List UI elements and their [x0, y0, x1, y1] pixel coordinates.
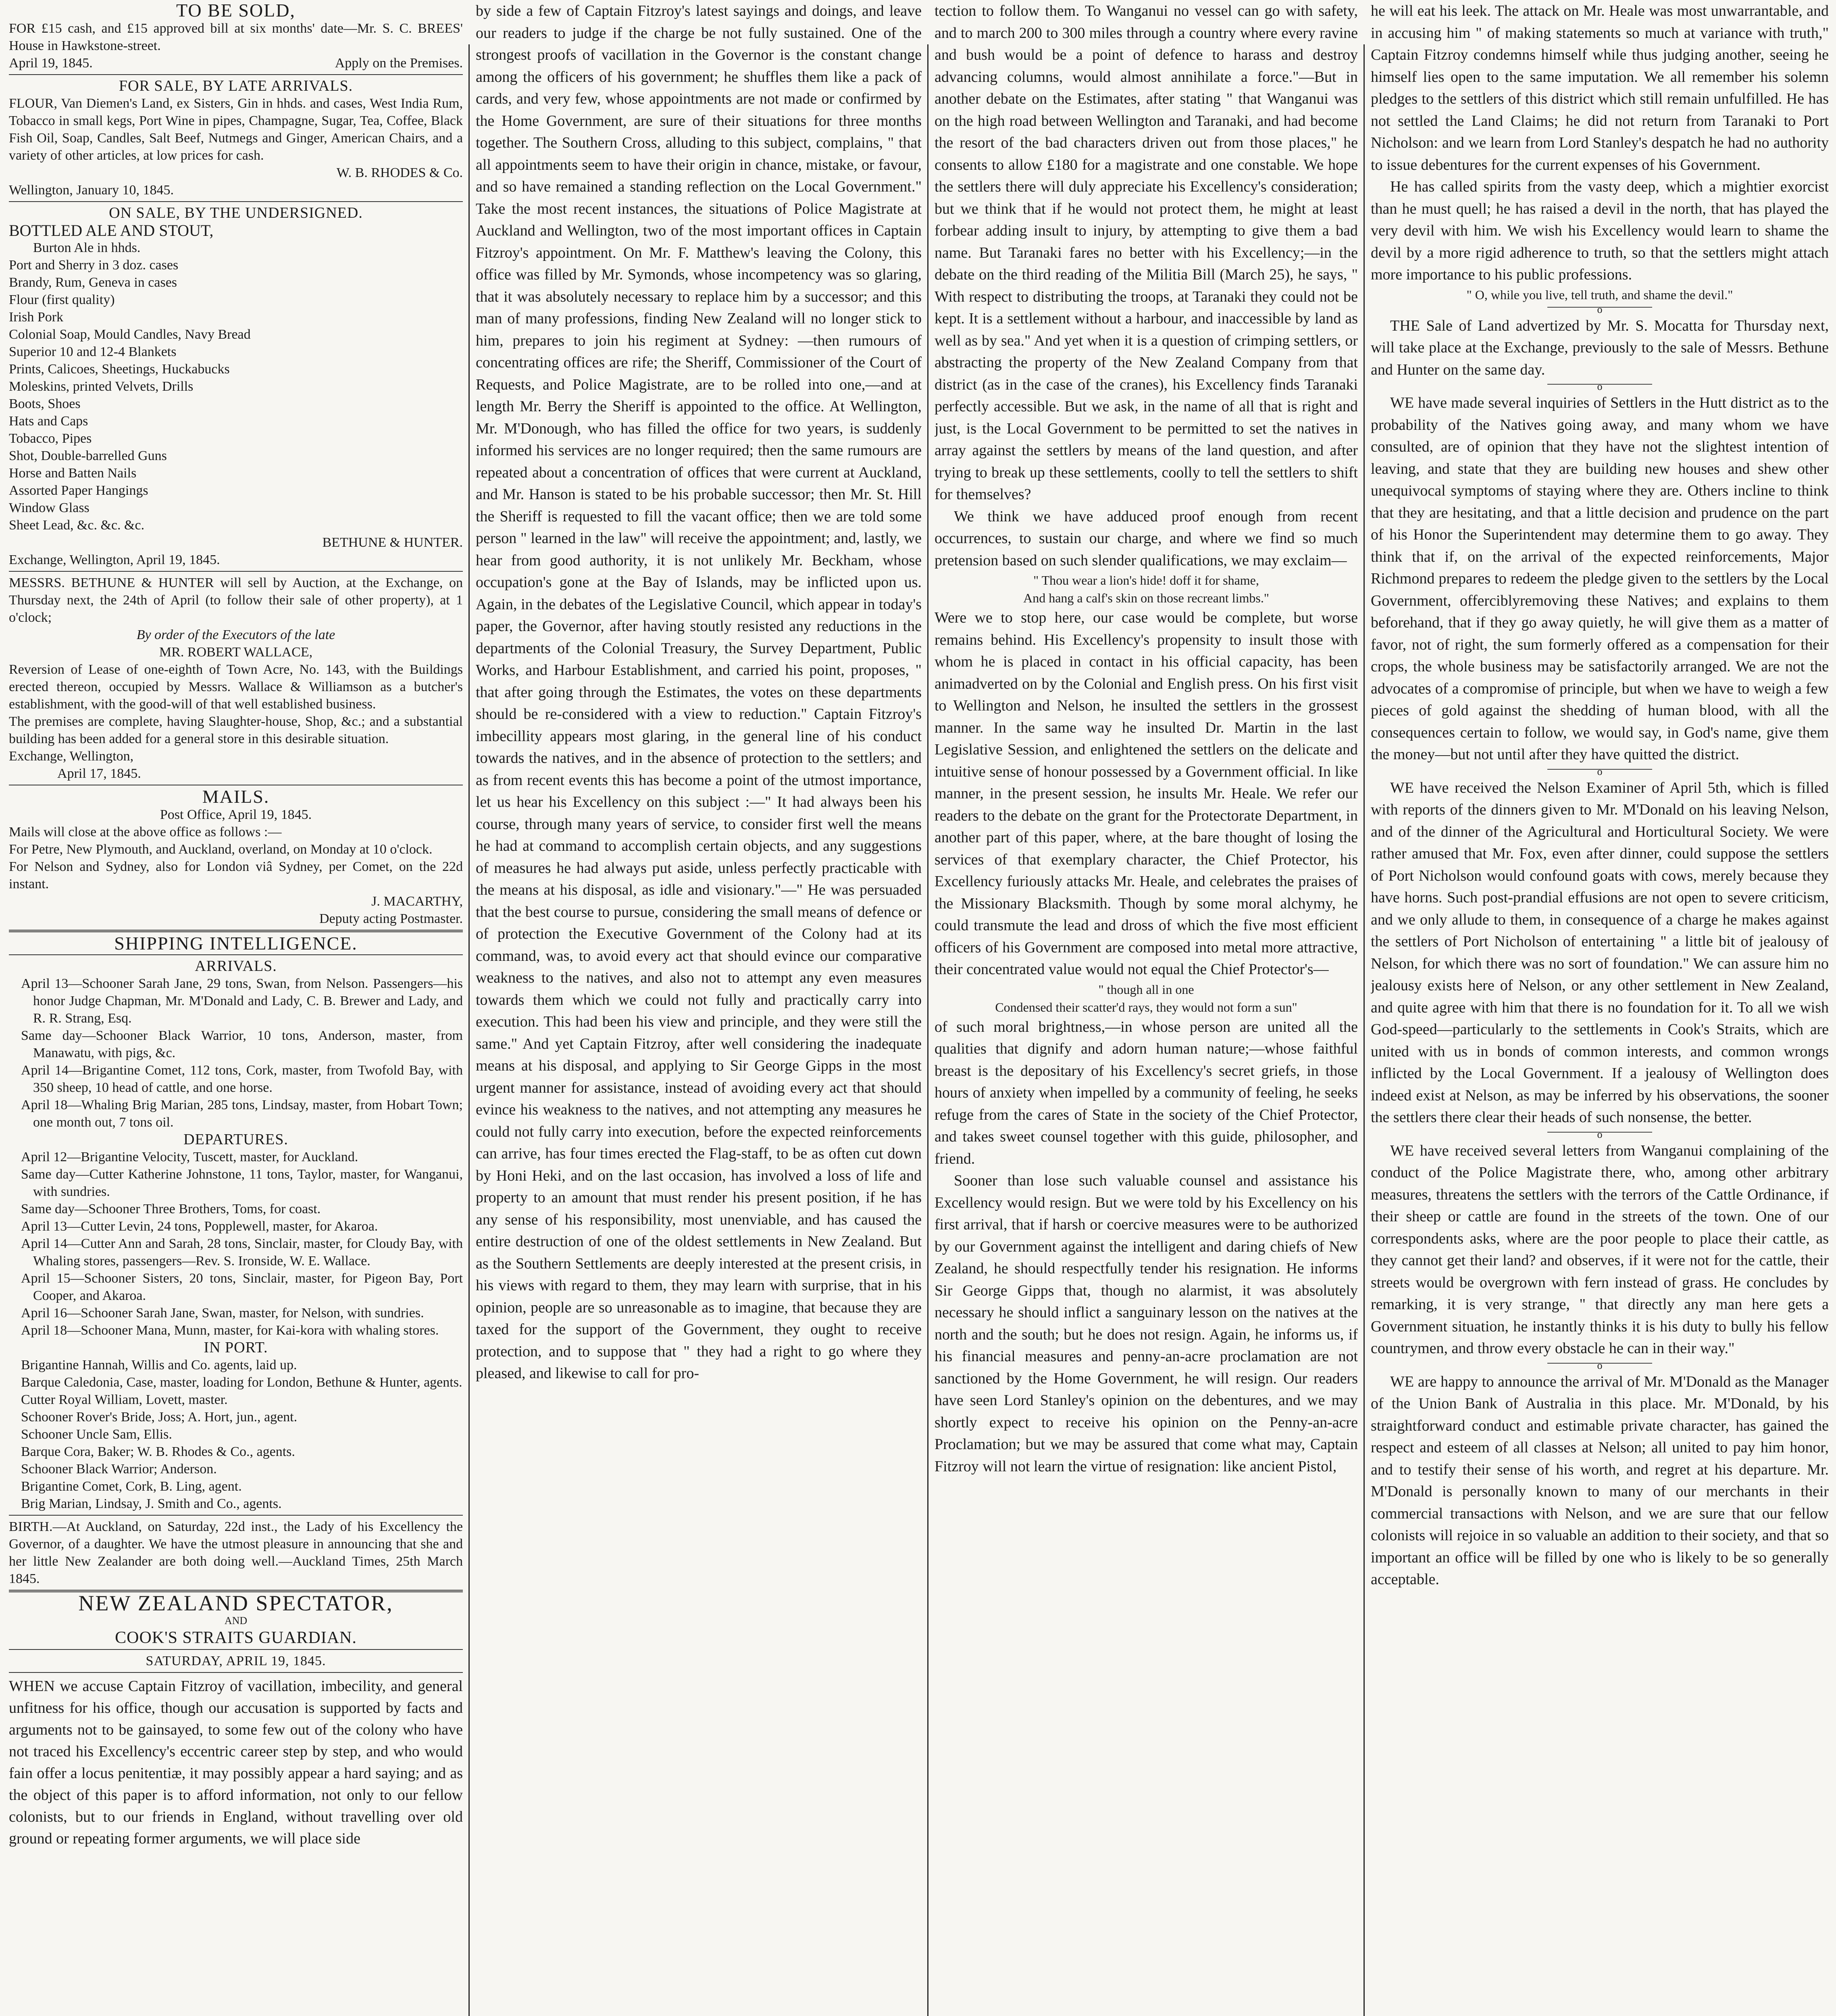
inport-entry: Brigantine Comet, Cork, B. Ling, agent.	[21, 1479, 242, 1494]
quote-line: Condensed their scatter'd rays, they would not form a sun"	[995, 1000, 1297, 1014]
quote-line: And hang a calf's skin on those recreant limbs."	[1023, 591, 1269, 605]
masthead-subtitle: COOK'S STRAITS GUARDIAN.	[115, 1629, 357, 1647]
inport-entry: Barque Cora, Baker; W. B. Rhodes & Co., agents.	[21, 1444, 295, 1459]
column-rule	[468, 44, 470, 2016]
separator: o	[1547, 384, 1652, 389]
sale-signature: W. B. RHODES & Co.	[336, 165, 463, 180]
masthead-and: AND	[224, 1615, 248, 1627]
list-item: Flour (first quality)	[9, 292, 115, 307]
departure-entry: April 13—Cutter Levin, 24 tons, Popplewell, master, for Akaroa.	[21, 1219, 378, 1234]
sale-text: FLOUR, Van Diemen's Land, ex Sisters, Gin in hhds. and cases, West India Rum, Tobacco in small kegs, Port Wine in pipes, Champagne, Sugar, Tea, Coffee, Black Fish Oil, Soap, Candles, Salt Beef, Nutmegs and Ginger, American Chairs, and a variety of other articles, at low prices for cash.	[9, 96, 463, 163]
editorial-paragraph: Were we to stop here, our case would be complete, but worse remains behind. His Excellency's propensity to insult those with whom he is placed in contact in his official capacity, has been animadverted on by the Colonial and English press. On his first visit to Wellington and Nelson, he insulted the settlers in the grossest manner. In the same way he insulted Dr. Martin in the last Legislative Session, and enlightened the settlers on the delicate and intuitive sense of honour possessed by a Government official. In like manner, in the present session, he insults Mr. Heale. We refer our readers to the debate on the grant for the Protectorate Department, in another part of this paper, where, at the bare thought of losing the services of that exemplary character, the Chief Protector, his Excellency furiously attacks Mr. Heale, and celebrates the praises of the Missionary Blacksmith. Though by some moral alchymy, he could transmute the lead and dross of which the five most efficient officers of his Government are composed into metal more attractive, their concentrated value would not equal the Chief Protector's—	[935, 609, 1358, 978]
departure-entry: Same day—Cutter Katherine Johnstone, 11 tons, Taylor, master, for Wanganui, with sundries.	[21, 1167, 463, 1199]
notice-hutt-paragraph: WE have made several inquiries of Settlers in the Hutt district as to the probability of the Natives going away, and many whom we have consulted, are of opinion that they have not the slightest intention of leaving, and state that they are building new houses and shew other unequivocal symptoms of staying where they are. Others incline to think that they are hesitating, and that a little decision and prudence on the part of his Honor the Superintendent may determine them to go away. They think that if, on the arrival of the expected reinforcements, Major Richmond prepares to redeem the pledge given to the settlers by the Local Government, offerciblyremoving these Natives; and explains to them beforehand, that if they go away quietly, he will give them as a matter of favor, not of right, the sum formerly offered as a compensation for their crops, the whole business may be satisfactorily arranged. We are not the advocates of a compromise of principle, but when we have to weigh a few pieces of gold against the shedding of human blood, with all the consequences certain to follow, we would say, in God's name, give them the money—but not until after they have quitted the district.	[1371, 394, 1829, 763]
mails-signature: J. MACARTHY,	[371, 894, 463, 909]
mails-text: Mails will close at the above office as follows :—	[9, 825, 282, 839]
onsale-first: BOTTLED ALE AND STOUT,	[9, 221, 214, 240]
column-rule	[927, 44, 928, 2016]
auction-text: MESSRS. BETHUNE & HUNTER will sell by Auction, at the Exchange, on Thursday next, the 24th of April (to follow their sale of other property), at 1 o'clock;	[9, 575, 463, 625]
column-editorial-2	[476, 0, 922, 2016]
column-editorial-4	[1371, 0, 1829, 2016]
auction-description-2: The premises are complete, having Slaughter-house, Shop, &c.; and a substantial building has been added for a general store in this desirable situation.	[9, 714, 463, 746]
list-item: Sheet Lead, &c. &c. &c.	[9, 518, 145, 533]
list-item: Window Glass	[9, 500, 90, 515]
arrival-entry: April 14—Brigantine Comet, 112 tons, Cork, master, from Twofold Bay, with 350 sheep, 10 head of cattle, and one horse.	[21, 1063, 463, 1095]
tobesold-footer	[9, 54, 463, 72]
mails-text: For Nelson and Sydney, also for London viâ Sydney, per Comet, on the 22d instant.	[9, 859, 463, 891]
auction-name: MR. ROBERT WALLACE,	[159, 645, 313, 660]
departure-entry: April 12—Brigantine Velocity, Tuscett, master, for Auckland.	[21, 1150, 358, 1164]
onsale-list	[9, 239, 463, 534]
separator: o	[1547, 769, 1652, 774]
list-item: Horse and Batten Nails	[9, 466, 137, 481]
list-item: Hats and Caps	[9, 414, 88, 429]
onsale-signature: BETHUNE & HUNTER.	[322, 535, 463, 550]
sale-heading: FOR SALE, BY LATE ARRIVALS.	[119, 77, 353, 94]
departure-entry: Same day—Schooner Three Brothers, Toms, for coast.	[21, 1202, 321, 1216]
inport-entry: Schooner Uncle Sam, Ellis.	[21, 1427, 172, 1442]
separator: o	[1547, 1132, 1652, 1137]
list-item: Port and Sherry in 3 doz. cases	[9, 258, 179, 273]
notice-nelson-paragraph: WE have received the Nelson Examiner of April 5th, which is filled with reports of the dinners given to Mr. M'Donald on his leaving Nelson, and of the dinner of the Agricultural and Horticultural Society. We were rather amused that Mr. Fox, even after dinner, could suppose the settlers of Port Nicholson would confound goats with cows, merely because they have horns. Such post-prandial effusions are not open to severe criticism, and we only allude to them, in consequence of a charge he makes against the settlers of Port Nicholson of entertaining " a little bit of jealousy of Nelson, for which there was no sort of foundation." We can assure him no jealousy exists here of Nelson, or any other settlement in New Zealand, and quite agree with him that there is no foundation for it. To all we wish God-speed—particularly to the settlements in Cook's Straits, which are united with us in bonds of common interests, and common wrongs inflicted by the Local Government. If a jealousy of Wellington does indeed exist at Nelson, as may be inferred by his observations, the sooner the settlers there clear their heads of such nonsense, the better.	[1371, 779, 1829, 1126]
list-item: Superior 10 and 12-4 Blankets	[9, 344, 177, 359]
masthead-title: NEW ZEALAND SPECTATOR,	[78, 1591, 393, 1615]
mails-role: Deputy acting Postmaster.	[319, 911, 463, 926]
editorial-paragraph: Sooner than lose such valuable counsel and assistance his Excellency would resign. But we were told by his Excellency on his first arrival, that if harsh or coercive measures were to be authorized by our Government against the intelligent and daring chiefs of New Zealand, he should respectfully tender his resignation. He informs Sir George Gipps that, though no alarmist, it was absolutely necessary he should inflict a sanguinary lesson on the natives at the north and the south; but he does not resign. Again, he informs us, if his financial measures and penny-an-acre proclamation are not sanctioned by the Home Government, he will resign. Our readers have seen Lord Stanley's opinion on the debentures, and we may shortly expect to receive his opinion on the Penny-an-acre Proclamation; but we may be assured that come what may, Captain Fitzroy will not learn the virtue of resignation: like ancient Pistol,	[935, 1172, 1358, 1475]
divider	[9, 74, 463, 75]
editorial-paragraph: tection to follow them. To Wanganui no vessel can go with safety, and to march 200 to 300 miles through a country where every ravine and bush would be a point of defence to harass and destroy advancing columns, would almost annihilate a force."—But in another debate on the Estimates, after stating " that Wanganui was on the high road between Wellington and Taranaki, and had become the resort of the bad characters driven out from those places," he consents to allow £180 for a magistrate and one constable. We hope the settlers there will duly appreciate his Excellency's consideration; but we think that if he would not protect them, he might at least forbear adding insult to injury, by attempting to give them a bad name. But Taranaki fares no better with his Excellency;—in the debate on the third reading of the Militia Bill (March 25), he says, " With respect to distributing the troops, at Taranaki they could not be kept. It is a settlement without a harbour, and inaccessible by land as well as by sea." And yet when it is a question of crimping settlers, or abstracting the property of the New Zealand Company from that district (as in the case of the cranes), his Excellency finds Taranaki perfectly accessible. But we ask, in the name of all that is right and just, is the Local Government to be permitted to set the natives in array against the settlers by means of the land question, and after trying to break up these settlements, coolly to tell the settlers to shift for themselves?	[935, 2, 1358, 503]
departure-entry: April 14—Cutter Ann and Sarah, 28 tons, Sinclair, master, for Cloudy Bay, with Whaling stores, passengers—Rev. S. Ironside, W. E. Wallace.	[21, 1236, 463, 1268]
list-item: Irish Pork	[9, 310, 64, 325]
notice-wanganui-paragraph: WE have received several letters from Wanganui complaining of the conduct of the Police Magistrate there, who, among other arbitrary measures, threatens the settlers with the terrors of the Cattle Ordinance, if their sheep or cattle are found in the streets of the town. One of our correspondents asks, where are the poor people to place their cattle, as they cannot get their land? and observes, if it were not for the cattle, their streets would be overgrown with fern instead of grass. He concludes by remarking, it is very strange, " that directly any man here gets a Government situation, he instantly thinks it is his duty to bully his fellow countrymen, and throw every obstacle he can in their way."	[1371, 1142, 1829, 1357]
divider	[9, 930, 463, 932]
tobesold-heading: TO BE SOLD,	[176, 0, 296, 21]
divider	[9, 1672, 463, 1673]
editorial-paragraph: We think we have adduced proof enough from recent occurrences, to sustain our charge, and where we find so much pretension based on such slender qualifications, we may exclaim—	[935, 508, 1358, 569]
separator: o	[1547, 1363, 1652, 1368]
divider	[9, 201, 463, 202]
departures-heading: DEPARTURES.	[183, 1131, 288, 1148]
tobesold-apply: Apply on the Premises.	[335, 56, 463, 71]
list-item: Prints, Calicoes, Sheetings, Huckabucks	[9, 362, 230, 377]
column-advertisements	[9, 0, 463, 2016]
list-item: Boots, Shoes	[9, 396, 81, 411]
mails-post-office: Post Office, April 19, 1845.	[160, 807, 312, 822]
inport-entry: Cutter Royal William, Lovett, master.	[21, 1392, 228, 1407]
divider	[9, 1515, 463, 1516]
column-editorial-3	[935, 0, 1358, 2016]
list-item: Burton Ale in hhds.	[33, 240, 141, 255]
list-item: Brandy, Rum, Geneva in cases	[9, 275, 177, 290]
separator: o	[1547, 307, 1652, 312]
tobesold-text: FOR £15 cash, and £15 approved bill at six months' date—Mr. S. C. BREES' House in Hawkstone-street.	[9, 21, 463, 53]
editorial-paragraph: WHEN we accuse Captain Fitzroy of vacillation, imbecility, and general unfitness for his office, though our accusation is supported by facts and arguments not to be gainsayed, to some few out of the colony who have not traced his Excellency's eccentric career step by step, and who would fain offer a locus penitentiæ, it may possibly appear a hard saying; and as the object of this paper is to afford information, not only to our fellow colonists, but to our friends in England, without travelling over old ground or repeating former arguments, we will place side	[9, 1678, 463, 1847]
column-rule	[1363, 44, 1365, 2016]
departure-entry: April 16—Schooner Sarah Jane, Swan, master, for Nelson, with sundries.	[21, 1306, 424, 1320]
auction-place: Exchange, Wellington,	[9, 749, 134, 764]
mails-heading: MAILS.	[202, 786, 270, 807]
birth-notice: BIRTH.—At Auckland, on Saturday, 22d inst., the Lady of his Excellency the Governor, of a daughter. We have the utmost pleasure in announcing that she and her little New Zealander are both doing well.—Auckland Times, 25th March 1845.	[9, 1519, 463, 1586]
editorial-paragraph: he will eat his leek. The attack on Mr. Heale was most unwarrantable, and in accusing him " of making statements so much at variance with truth," Captain Fitzroy condemns himself while thus judging another, seeing he himself lies open to the same imputation. We all remember his solemn pledges to the settlers of this district which still remain unfulfilled. He has not settled the Land Claims; he did not return from Taranaki to Port Nicholson: and we learn from Lord Stanley's despatch he had no authority to issue debentures for the current expenses of his Government.	[1371, 2, 1829, 173]
list-item: Tobacco, Pipes	[9, 431, 92, 446]
auction-date: April 17, 1845.	[57, 766, 141, 781]
tobesold-date: April 19, 1845.	[9, 56, 93, 71]
sale-date: Wellington, January 10, 1845.	[9, 183, 174, 198]
mails-text: For Petre, New Plymouth, and Auckland, overland, on Monday at 10 o'clock.	[9, 842, 433, 857]
inport-entry: Schooner Black Warrior; Anderson.	[21, 1462, 217, 1477]
quote-line: " Thou wear a lion's hide! doff it for shame,	[1033, 573, 1259, 587]
quote-line: " though all in one	[1098, 982, 1194, 997]
divider	[9, 1649, 463, 1650]
inport-heading: IN PORT.	[204, 1339, 268, 1356]
notice-bank-paragraph: WE are happy to announce the arrival of Mr. M'Donald as the Manager of the Union Bank of Australia in this place. Mr. M'Donald, by his straightforward conduct and estimable private character, has gained the respect and esteem of all classes at Nelson; all united to pay him honor, and to testify their sense of his worth, and regret at his departure. Mr. M'Donald is personally known to many of our merchants in their commercial transactions with Nelson, and we are sure that our fellow colonists will rejoice in so valuable an addition to their society, and that so important an office will be filled by one who is likely to be so generally acceptable.	[1371, 1373, 1829, 1588]
divider	[9, 954, 463, 955]
list-item: Assorted Paper Hangings	[9, 483, 148, 498]
shipping-heading: SHIPPING INTELLIGENCE.	[114, 933, 358, 954]
masthead-date: SATURDAY, APRIL 19, 1845.	[146, 1654, 326, 1668]
auction-description: Reversion of Lease of one-eighth of Town Acre, No. 143, with the Buildings erected thereon, occupied by Messrs. Wallace & Williamson as a butcher's establishment, with the good-will of that well established business.	[9, 662, 463, 712]
divider	[9, 571, 463, 572]
auction-order: By order of the Executors of the late	[136, 627, 335, 642]
departure-entry: April 18—Schooner Mana, Munn, master, for Kai-kora with whaling stores.	[21, 1323, 439, 1338]
arrivals-heading: ARRIVALS.	[195, 958, 277, 975]
quote-line: " O, while you live, tell truth, and shame the devil."	[1466, 287, 1733, 302]
arrival-entry: April 18—Whaling Brig Marian, 285 tons, Lindsay, master, from Hobart Town; one month out, 7 tons oil.	[21, 1098, 463, 1130]
list-item: Moleskins, printed Velvets, Drills	[9, 379, 194, 394]
notice-sale-paragraph: THE Sale of Land advertized by Mr. S. Mocatta for Thursday next, will take place at the Exchange, previously to the sale of Messrs. Bethune and Hunter on the same day.	[1371, 317, 1829, 378]
editorial-paragraph: He has called spirits from the vasty deep, which a mightier exorcist than he must quell; he has raised a devil in the north, that has played the very devil with him. We wish his Excellency would learn to shame the devil by a more rigid adherence to truth, so that the settlers might attach more importance to his public professions.	[1371, 178, 1829, 283]
onsale-date: Exchange, Wellington, April 19, 1845.	[9, 552, 220, 567]
inport-entry: Barque Caledonia, Case, master, loading for London, Bethune & Hunter, agents.	[21, 1375, 462, 1390]
editorial-paragraph: by side a few of Captain Fitzroy's latest sayings and doings, and leave our readers to judge if the charge be not fully sustained. One of the strongest proofs of vacillation in the Governor is the constant change among the officers of his government; he shuffles them like a pack of cards, and very few, whose appointments are not made or confirmed by the Home Government, are sure of their situations for three months together. The Southern Cross, alluding to this subject, complains, " that all appointments seem to have their origin in chance, mistake, or favour, and so have remained a standing reflection on the Local Government." Take the most recent instances, the situations of Police Magistrate at Auckland and Wellington, two of the most important offices in Captain Fitzroy's appointment. On Mr. F. Matthew's leaving the Colony, this office was filled by Mr. Symonds, whose incompetency was so glaring, that it was absolutely necessary to replace him by a successor; and this man of many professions, finding New Zealand will no longer stick to him, prepares to join his regiment at Sydney: —then rumours of concentrating offices are rife; the Sheriff, Commissioner of the Court of Requests, and Police Magistrate, are to be rolled into one,—and at length Mr. Berry the Sheriff is appointed to the office. At Wellington, Mr. M'Donough, who has filled the office for two years, is suddenly informed his services are no longer required; then the same rumours are repeated about a concentration of offices that were current at Auckland, and Mr. Hanson is stated to be his probable successor; then Mr. St. Hill the Sheriff is requested to fill the vacant office; then we are told some person " learned in the law" will receive the appointment; and, lastly, we hear from good authority, it is not unlikely Mr. Beckham, whose occupation's gone at the Bay of Islands, may be inflicted upon us. Again, in the debates of the Legislative Council, which appear in today's paper, the Governor, after having stoutly resisted any reductions in the departments of the Colonial Treasury, the Survey Department, Public Works, and Harbour Establishment, and carried his point, proposes, " that after going through the Estimates, the votes on these departments should be re-considered with a view to reduction." Captain Fitzroy's imbecillity appears most glaring, in the general line of his conduct towards the natives, and in the absence of protection to the settlers; and as from recent events this has become a point of the utmost importance, let us hear his Excellency on this subject :—" It had always been his course, through many years of service, to consider first well the means he had at command to accomplish certain objects, and any suggestions of measures he had always put aside, unless perfectly practicable with the means at his disposal, as idle and visionary."—" He was persuaded that the best course to pursue, considering the small means of defence or of protection the Executive Government of the Colony had at its command, was, to avoid every act that should evince our comparative weakness to the natives, and also not to attempt any even measures towards them which we could not fully and practically carry into execution. This had been his view and principle, and they were still the same." And yet Captain Fitzroy, after well considering the inadequate means at his disposal, and applying to Sir George Gipps in the most urgent manner for assistance, instead of avoiding every act that should evince his weakness to the natives, and not attempting any measures he could not fully carry into execution, before the expected reinforcements can arrive, has four times erected the Flag-staff, to be as often cut down by Honi Heki, and on the last occasion, has involved a loss of life and property to an amount that must render his present position, if he has any sense of his responsibility, most unenviable, and has caused the entire destruction of one of the oldest settlements in New Zealand. But as the Southern Settlements are deeply interested at the present crisis, in his views with regard to them, they may learn with surprise, that in his opinion, people are so unreasonable as to imagine, that because they are taxed for the support of the Government, they ought to receive protection, and to suppose that " they had a right to go where they pleased, and likewise to call for pro-	[476, 2, 922, 1382]
arrival-entry: April 13—Schooner Sarah Jane, 29 tons, Swan, from Nelson. Passengers—his honor Judge Chapman, Mr. M'Donald and Lady, C. B. Brewer and Lady, and R. R. Strang, Esq.	[21, 976, 463, 1026]
inport-entry: Schooner Rover's Bride, Joss; A. Hort, jun., agent.	[21, 1410, 298, 1425]
editorial-paragraph: of such moral brightness,—in whose person are united all the qualities that dignify and adorn human nature;—whose faithful breast is the depositary of his Excellency's secret griefs, in those hours of anxiety when impelled by a community of feeling, he seeks refuge from the cares of State in the society of the Chief Protector, and takes sweet counsel together with this guide, philosopher, and friend.	[935, 1018, 1358, 1167]
inport-entry: Brig Marian, Lindsay, J. Smith and Co., agents.	[21, 1496, 282, 1511]
onsale-heading: ON SALE, BY THE UNDERSIGNED.	[109, 204, 363, 221]
inport-entry: Brigantine Hannah, Willis and Co. agents, laid up.	[21, 1358, 297, 1372]
arrival-entry: Same day—Schooner Black Warrior, 10 tons, Anderson, master, from Manawatu, with pigs, &c.	[21, 1028, 463, 1060]
departure-entry: April 15—Schooner Sisters, 20 tons, Sinclair, master, for Pigeon Bay, Port Cooper, and Akaroa.	[21, 1271, 463, 1303]
list-item: Shot, Double-barrelled Guns	[9, 448, 167, 463]
list-item: Colonial Soap, Mould Candles, Navy Bread	[9, 327, 251, 342]
